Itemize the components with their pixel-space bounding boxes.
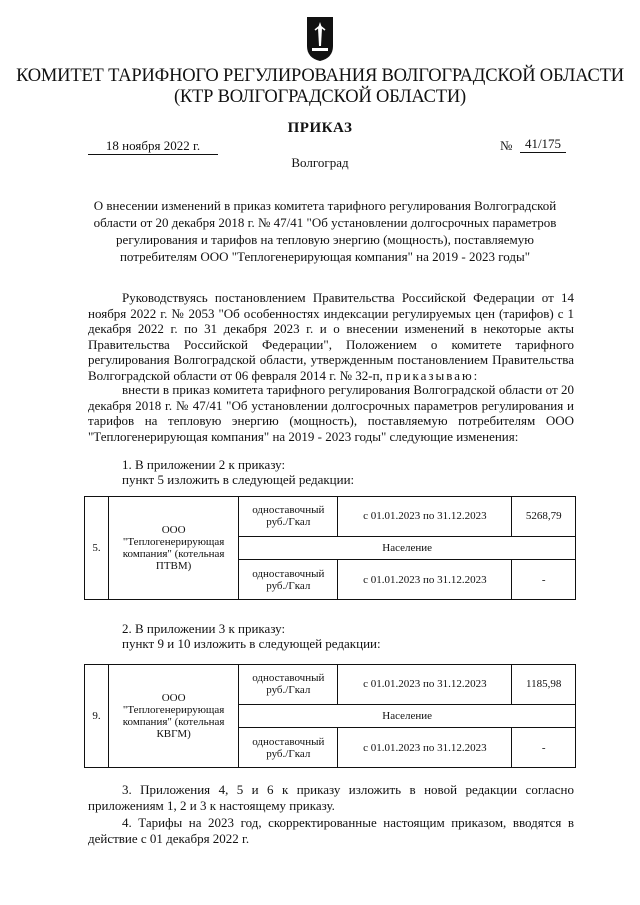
table-population-header: Население: [239, 704, 576, 727]
table-row-number: 5.: [85, 497, 109, 600]
document-number: 41/175: [520, 136, 566, 153]
order-word: приказываю:: [386, 367, 480, 383]
table-period: с 01.01.2023 по 31.12.2023: [338, 665, 512, 705]
document-number-label: №: [500, 138, 513, 153]
tariff-table-1: [84, 496, 576, 600]
tariff-table-2: [84, 664, 576, 768]
organization-name: КОМИТЕТ ТАРИФНОГО РЕГУЛИРОВАНИЯ ВОЛГОГРАДСКОЙ ОБЛАСТИ: [16, 66, 624, 86]
organization-short-name: (КТР ВОЛГОГРАДСКОЙ ОБЛАСТИ): [173, 87, 467, 107]
table-organization: ООО "Теплогенерирующая компания" (котельная ПТВМ): [108, 497, 238, 600]
item-2-subheading: пункт 9 и 10 изложить в следующей редакции:: [122, 636, 381, 651]
table-value: -: [512, 728, 576, 768]
table-period: с 01.01.2023 по 31.12.2023: [338, 497, 512, 537]
coat-of-arms-emblem: [306, 16, 334, 62]
table-tariff-type: одноставочный руб./Гкал: [239, 665, 338, 705]
document-date: 18 ноября 2022 г.: [88, 138, 218, 155]
table-value: 1185,98: [512, 665, 576, 705]
item-3-paragraph: 3. Приложения 4, 5 и 6 к приказу изложить в новой редакции согласно приложениям 1, 2 и 3 к настоящему приказу.: [88, 782, 574, 813]
item-1-heading: 1. В приложении 2 к приказу:: [122, 457, 286, 472]
preamble-paragraph: [88, 290, 574, 383]
table-population-header: Население: [239, 536, 576, 559]
table-period: с 01.01.2023 по 31.12.2023: [338, 728, 512, 768]
table-organization: ООО "Теплогенерирующая компания" (котельная КВГМ): [108, 665, 238, 768]
item-2-heading: 2. В приложении 3 к приказу:: [122, 621, 286, 636]
document-subject: О внесении изменений в приказ комитета тарифного регулирования Волгоградской области от 20 декабря 2018 г. № 47/41 "Об установлении долгосрочных параметров регулирования и тарифов на тепловую энергию (мощность), поставляемую потребителям ООО "Теплогенерирующая компания" на 2019 - 2023 годы": [93, 198, 557, 264]
preamble-text: Руководствуясь постановлением Правительства Российской Федерации от 14 ноября 2022 г. № 2053 "Об особенностях индексации регулируемых цен (тарифов) с 1 декабря 2022 г. по 31 декабря 2023 г. и о внесении изменений в некоторые акты Правительства Российской Федерации", Положением о комитете тарифного регулирования Волгоградской области, утвержденным постановлением Правительства Волгоградской области от 06 февраля 2014 г. № 32-п,: [88, 290, 574, 383]
document-city: Волгоград: [291, 155, 349, 170]
table-tariff-type: одноставочный руб./Гкал: [239, 560, 338, 600]
table-period: с 01.01.2023 по 31.12.2023: [338, 560, 512, 600]
document-type-title: ПРИКАЗ: [287, 120, 353, 136]
item-4-paragraph: 4. Тарифы на 2023 год, скорректированные настоящим приказом, вводятся в действие с 01 декабря 2022 г.: [88, 815, 574, 846]
table-tariff-type: одноставочный руб./Гкал: [239, 497, 338, 537]
table-value: -: [512, 560, 576, 600]
table-tariff-type: одноставочный руб./Гкал: [239, 728, 338, 768]
table-value: 5268,79: [512, 497, 576, 537]
table-row-number: 9.: [85, 665, 109, 768]
item-1-subheading: пункт 5 изложить в следующей редакции:: [122, 472, 355, 487]
order-paragraph: внести в приказ комитета тарифного регулирования Волгоградской области от 20 декабря 2018 г. № 47/41 "Об установлении долгосрочных параметров регулирования и тарифов на тепловую энергию (мощность), поставляемую потребителям ООО "Теплогенерирующая компания" на 2019 - 2023 годы" следующие изменения:: [88, 382, 574, 444]
